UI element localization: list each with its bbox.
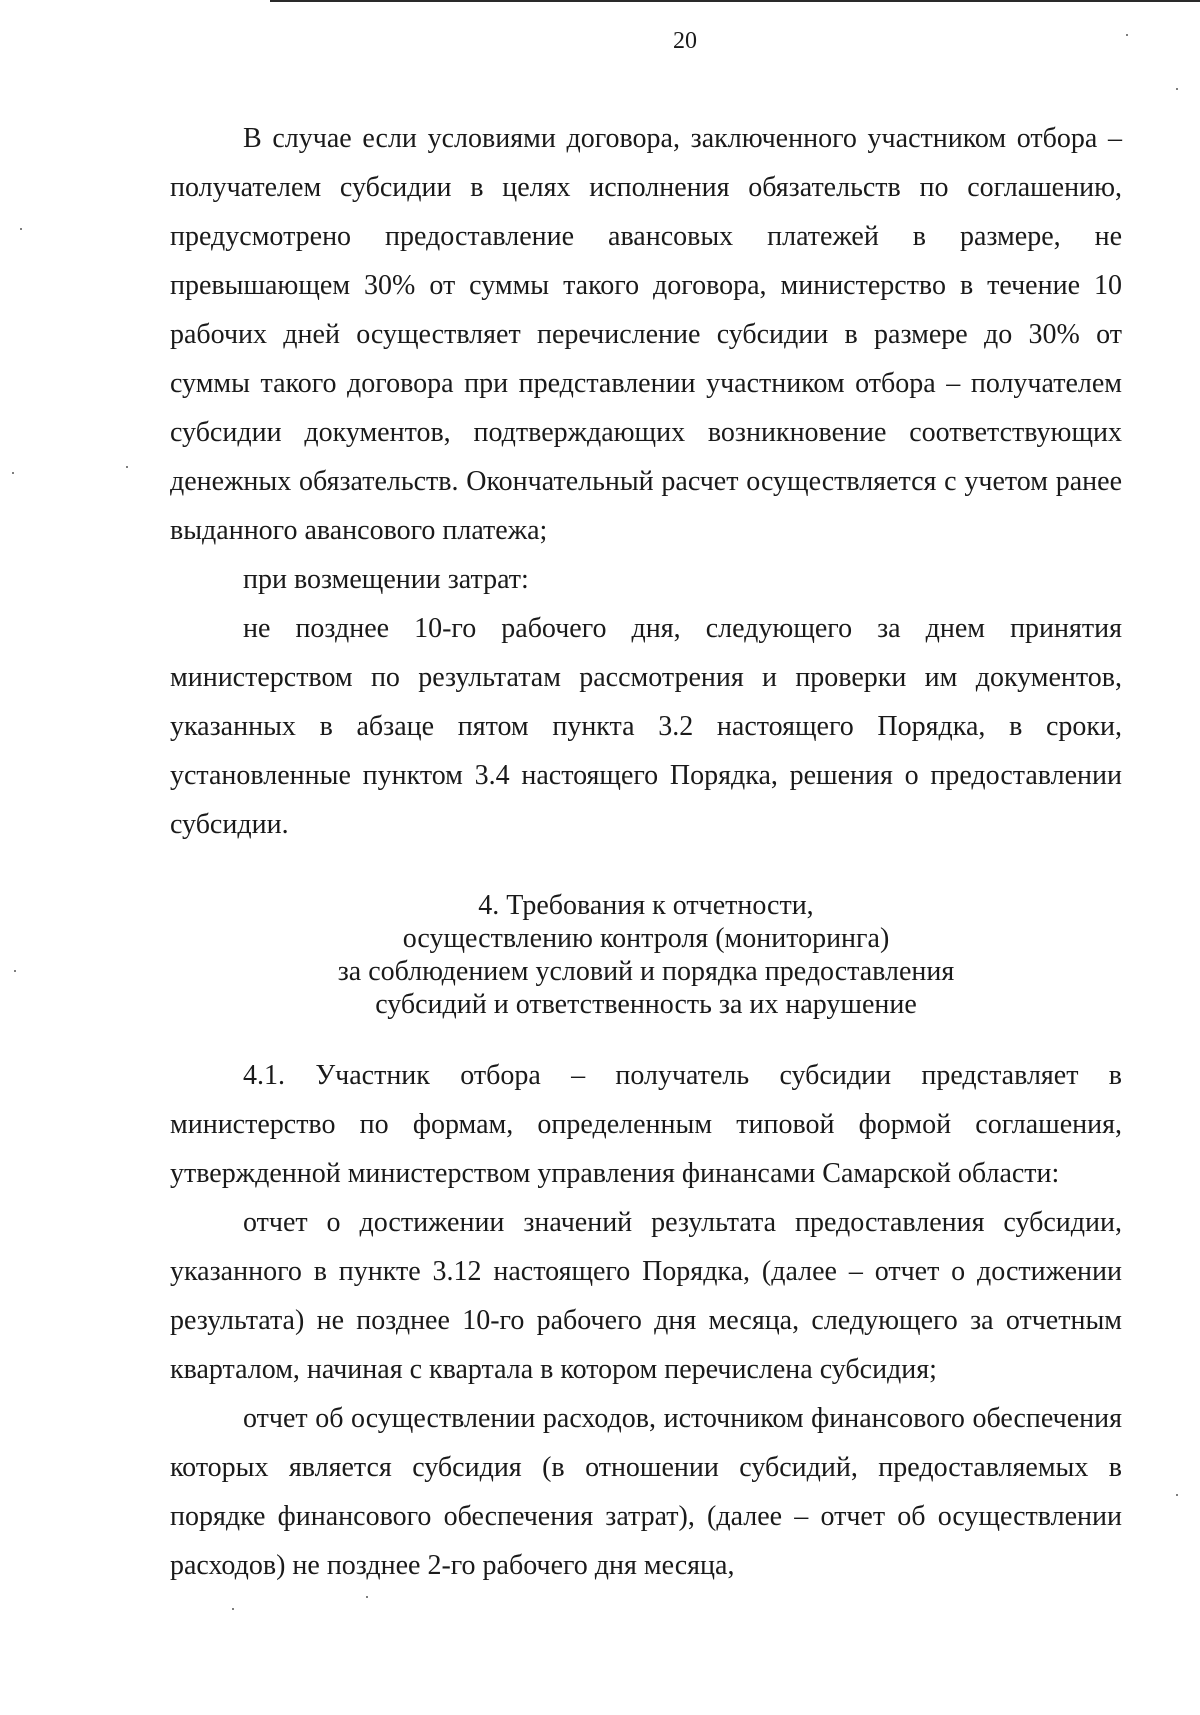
document-body	[170, 114, 1122, 1590]
top-scan-rule	[270, 0, 1200, 2]
paragraph-result-report: отчет о достижении значений результата предоставления субсидии, указанного в пункте 3.12 настоящего Порядка, (далее – отчет о достижении результата) не позднее 10-го рабочего дня месяца, следующего за отчетным кварталом, начиная с квартала в котором перечислена субсидия;	[170, 1207, 1122, 1385]
paragraph-cost-reimbursement: при возмещении затрат:	[243, 564, 529, 595]
section-heading	[170, 889, 1122, 1021]
paragraph-deadline: не позднее 10-го рабочего дня, следующего за днем принятия министерством по результатам рассмотрения и проверки им документов, указанных в абзаце пятом пункта 3.2 настоящего Порядка, в сроки, установленные пунктом 3.4 настоящего Порядка, решения о предоставлении субсидии.	[170, 613, 1122, 840]
scan-speck	[14, 970, 16, 972]
section-heading-line: субсидий и ответственность за их нарушение	[375, 989, 917, 1020]
scan-speck	[12, 472, 14, 474]
scan-speck	[1126, 34, 1128, 36]
paragraph-expense-report: отчет об осуществлении расходов, источником финансового обеспечения которых является субсидия (в отношении субсидий, предоставляемых в порядке финансового обеспечения затрат), (далее – отчет об осуществлении расходов) не позднее 2-го рабочего дня месяца,	[170, 1403, 1122, 1581]
section-heading-line: 4. Требования к отчетности,	[478, 890, 814, 921]
paragraph-advance-payments: В случае если условиями договора, заключенного участником отбора – получателем субсидии в целях исполнения обязательств по соглашению, предусмотрено предоставление авансовых платежей в размере, не превышающем 30% от суммы такого договора, министерство в течение 10 рабочих дней осуществляет перечисление субсидии в размере до 30% от суммы такого договора при представлении участником отбора – получателем субсидии документов, подтверждающих возникновение соответствующих денежных обязательств. Окончательный расчет осуществляется с учетом ранее выданного авансового платежа;	[170, 123, 1122, 546]
page-number: 20	[673, 28, 697, 54]
scan-speck	[20, 228, 22, 230]
section-heading-line: осуществлению контроля (мониторинга)	[402, 923, 890, 954]
scan-speck	[366, 1596, 368, 1598]
scan-speck	[1176, 88, 1178, 90]
scan-speck	[126, 466, 128, 468]
scan-speck	[232, 1608, 234, 1610]
scan-speck	[1176, 1494, 1178, 1496]
paragraph-4-1: 4.1. Участник отбора – получатель субсидии представляет в министерство по формам, определенным типовой формой соглашения, утвержденной министерством управления финансами Самарской области:	[170, 1060, 1122, 1189]
section-heading-line: за соблюдением условий и порядка предоставления	[337, 956, 955, 987]
